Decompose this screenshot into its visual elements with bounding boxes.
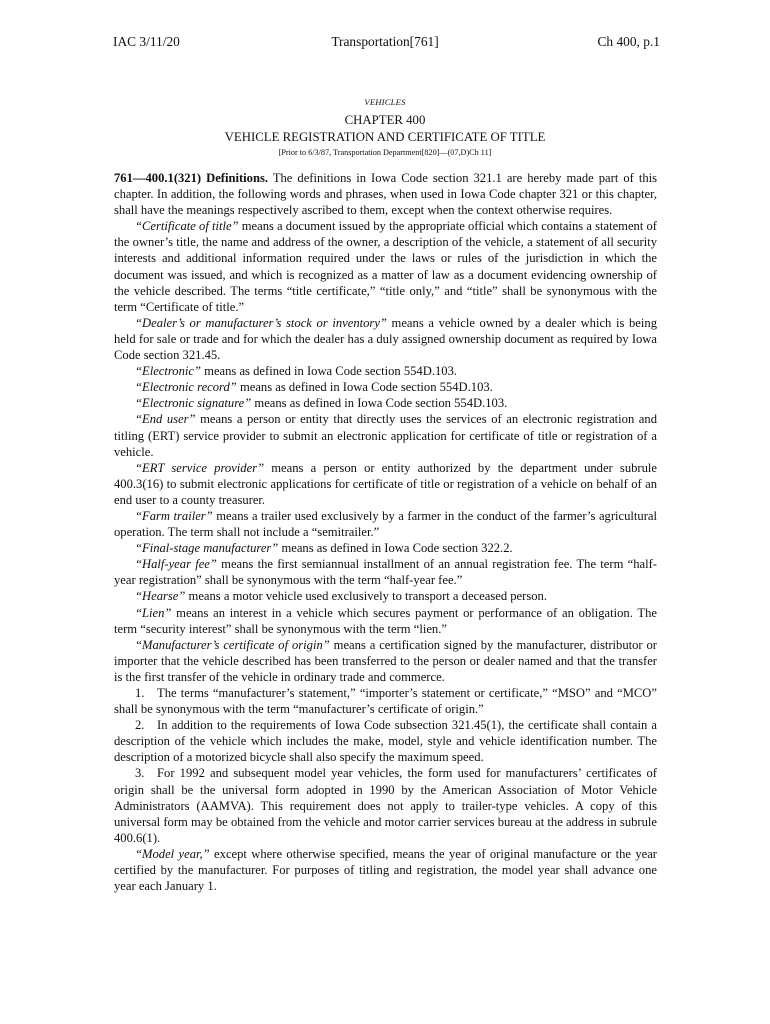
doc-title: VEHICLES: [364, 97, 406, 107]
definition-paragraph: [114, 315, 657, 363]
definition-term: “Lien”: [135, 605, 172, 620]
definition-paragraph: [114, 218, 657, 315]
definition-text: means an interest in a vehicle which secures payment or performance of an obligation. The term “security interest” shall be synonymous with the term “lien.”: [114, 605, 657, 636]
header-page-ref: Ch 400, p.1: [597, 34, 660, 49]
numbered-paragraph: 2. In addition to the requirements of Iowa Code subsection 321.45(1), the certificate shall contain a description of the vehicle which includes the make, model, style and vehicle identification number. The description of a motorized bicycle shall also specify the maximum speed.: [114, 718, 657, 765]
rule-intro: The definitions in Iowa Code section 321.1 are hereby made part of this chapter. In addition, the following words and phrases, when used in Iowa Code chapter 321 or this chapter, shall have the meanings respectively ascribed to them, except when the context otherwise requires.: [114, 171, 658, 218]
definition-term: “Electronic record”: [135, 380, 237, 395]
chapter-number: CHAPTER 400: [344, 113, 426, 127]
definition-paragraph: [114, 395, 657, 411]
definition-term: “Manufacturer’s certificate of origin”: [135, 637, 330, 652]
definition-text: means as defined in Iowa Code section 554D.103.: [201, 364, 458, 379]
definition-text: means as defined in Iowa Code section 554D.103.: [251, 396, 508, 411]
header-date: IAC 3/11/20: [113, 34, 180, 49]
definition-term: “Certificate of title”: [135, 219, 239, 234]
header-agency: Transportation[761]: [331, 34, 439, 49]
document-body: [114, 170, 657, 894]
definition-text: means as defined in Iowa Code section 322.2.: [278, 541, 513, 556]
numbered-paragraph: 1. The terms “manufacturer’s statement,” “importer’s statement or certificate,” “MSO” and “MCO” shall be synonymous with the term “manufacturer’s certificate of origin.”: [114, 686, 657, 717]
definition-text: means as defined in Iowa Code section 554D.103.: [236, 380, 493, 395]
definition-term: “End user”: [135, 412, 196, 427]
definition-term: “Half-year fee”: [135, 557, 217, 572]
definition-paragraph: [114, 379, 657, 395]
rule-heading: 761—400.1(321) Definitions.: [114, 171, 269, 185]
definition-text: except where otherwise specified, means the year of original manufacture or the year certified by the manufacturer. For purposes of titling and registration, the model year shall advance one year each January 1.: [114, 846, 657, 894]
definition-text: means a trailer used exclusively by a farmer in the conduct of the farmer’s agricultural operation. The term shall not include a “semitrailer.”: [114, 508, 658, 540]
definition-term: “Electronic”: [135, 364, 201, 379]
definition-paragraph: [114, 508, 657, 540]
numbered-paragraph: 3. For 1992 and subsequent model year vehicles, the form used for manufacturers’ certificates of origin shall be the universal form adopted in 1990 by the American Association of Motor Vehicle Administrators (AAMVA). This requirement does not apply to trailer-type vehicles. A copy of this universal form may be obtained from the vehicle and motor carrier services bureau at the address in subrule 400.6(1).: [114, 766, 657, 845]
definition-text: means a person or entity that directly uses the services of an electronic registration and titling (ERT) service provider to submit an electronic application for certificate of title or registration of a vehicle.: [114, 412, 657, 459]
definition-paragraph: [114, 460, 657, 508]
definition-term: “Final-stage manufacturer”: [135, 541, 279, 556]
definition-paragraph: [114, 637, 657, 685]
definition-term: “Dealer’s or manufacturer’s stock or inventory”: [135, 315, 387, 330]
definition-term: “Electronic signature”: [135, 396, 252, 411]
definition-text: means the first semiannual installment of an annual registration fee. The term “half-year registration” shall be synonymous with the term “half-year fee.”: [114, 557, 657, 588]
definition-text: means a motor vehicle used exclusively to transport a deceased person.: [185, 589, 547, 604]
definition-text: means a person or entity authorized by the department under subrule 400.3(16) to submit electronic applications for certificate of title or registration of a vehicle on behalf of an end user to a county treasurer.: [114, 460, 657, 507]
definition-term: “Model year,”: [135, 846, 210, 861]
definition-text: means a certification signed by the manufacturer, distributor or importer that the vehicle described has been transferred to the person or dealer named and that the transfer is the first transfer of the vehicle in ordinary trade and commerce.: [114, 637, 658, 684]
definition-paragraph: [114, 605, 657, 637]
definition-text: means a document issued by the appropriate official which contains a statement of the owner’s title, the name and address of the owner, a description of the vehicle, a statement of all security interests and additional information required under the laws or rules of the jurisdiction in which the document was issued, and which is recognized as a matter of law as a document evidencing ownership of the vehicle described. The terms “title certificate,” “title only,” and “title” shall be synonymous with the term “Certificate of title.”: [114, 219, 657, 314]
chapter-title: VEHICLE REGISTRATION AND CERTIFICATE OF TITLE: [224, 130, 546, 144]
definition-paragraph: [114, 540, 657, 556]
definition-paragraph: [114, 588, 657, 604]
history-note: [Prior to 6/3/87, Transportation Department[820]—(07,D)Ch 11]: [278, 148, 492, 157]
definition-paragraph: [114, 411, 657, 459]
rule-intro-paragraph: [114, 170, 657, 218]
definition-paragraph: [114, 556, 657, 588]
definition-paragraph: [114, 363, 657, 379]
definition-term: “ERT service provider”: [135, 460, 265, 475]
definition-paragraph: [114, 846, 657, 894]
definition-term: “Farm trailer”: [135, 508, 213, 523]
definition-text: means a vehicle owned by a dealer which is being held for sale or trade and for which the dealer has a duly assigned ownership document as required by Iowa Code section 321.45.: [114, 315, 657, 363]
definition-term: “Hearse”: [135, 589, 186, 604]
